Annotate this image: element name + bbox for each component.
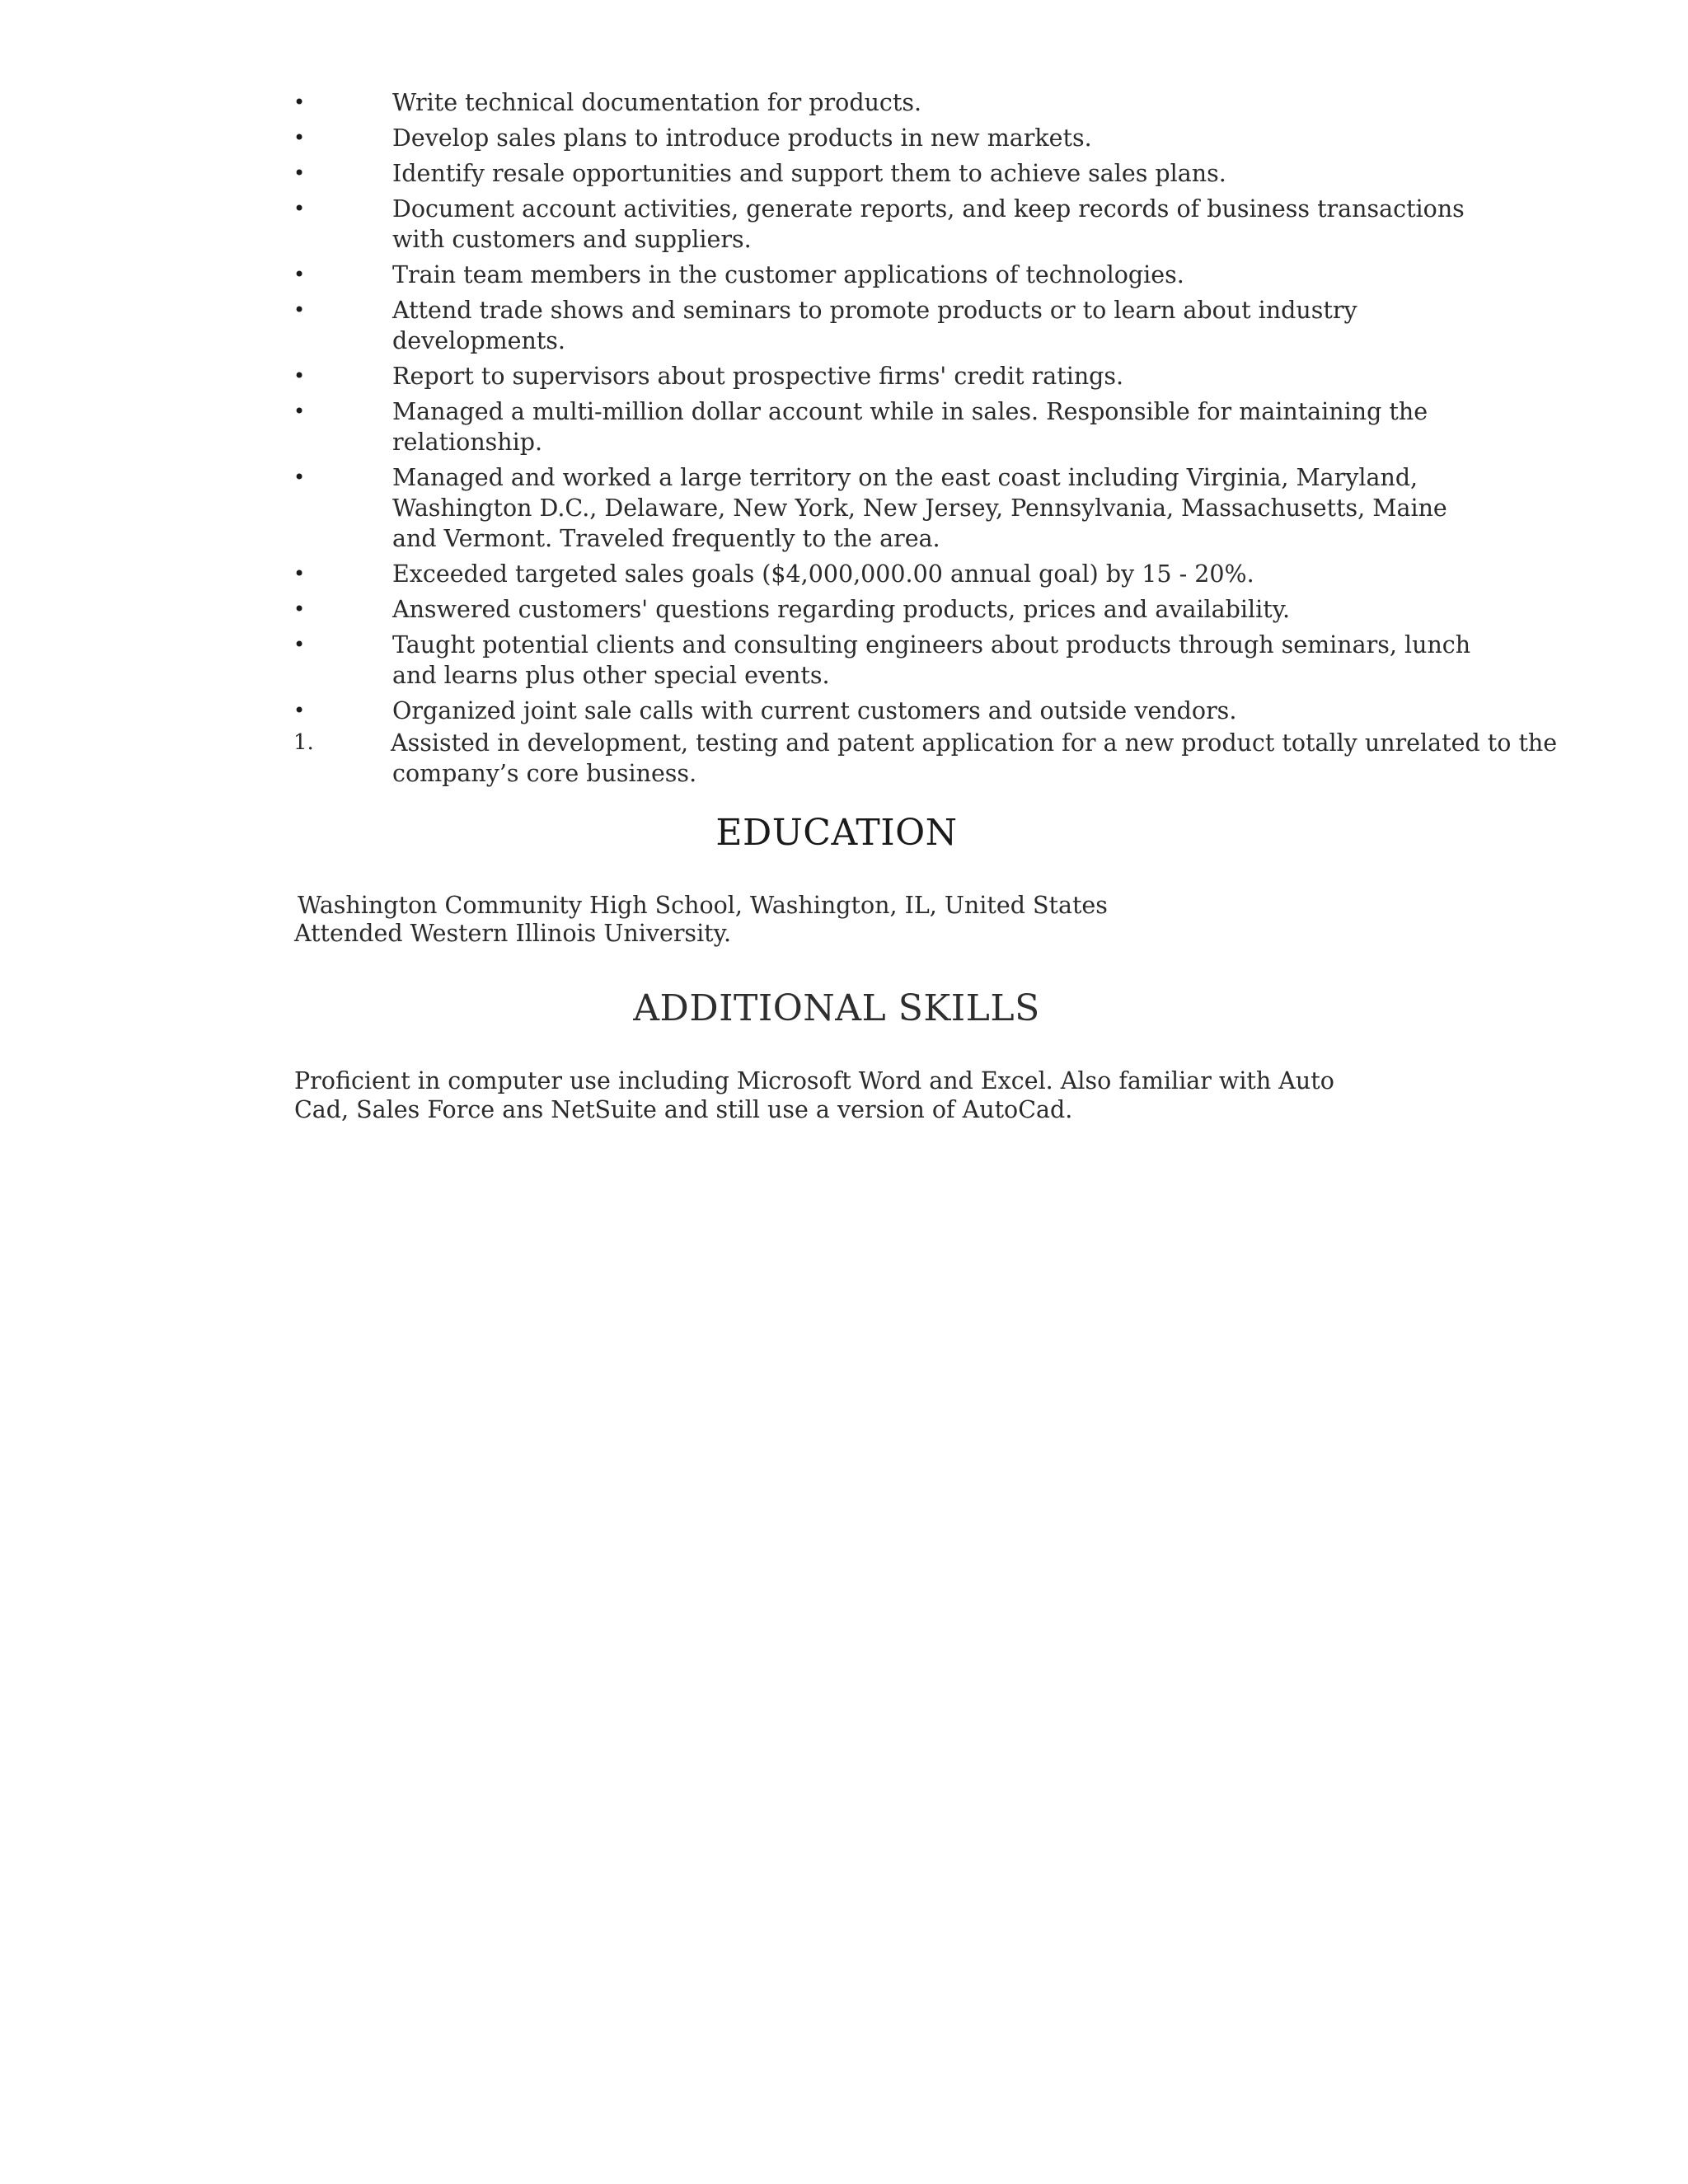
list-item (293, 158, 1497, 189)
bullet-marker: • (293, 298, 306, 321)
bullet-marker: • (293, 699, 306, 722)
bullet-marker: • (293, 400, 306, 423)
numbered-list-item (293, 728, 1561, 789)
number-marker: 1. (293, 730, 314, 755)
bullet-marker: • (293, 466, 306, 489)
list-item-text: Identify resale opportunities and support them to achieve sales plans. (392, 160, 1226, 187)
list-item (293, 396, 1497, 457)
list-item-text: Managed and worked a large territory on the east coast including Virginia, Maryland, Washington D.C., Delaware, New York, New Jersey, Pennsylvania, Massachusetts, Maine and Vermont. Traveled frequently to the area. (392, 464, 1447, 552)
school-entry: Washington Community High School, Washington, IL, United States (298, 892, 1108, 919)
list-item (293, 194, 1497, 255)
list-item (293, 123, 1497, 153)
list-item (293, 295, 1497, 356)
list-item-text: Attend trade shows and seminars to promote products or to learn about industry developments. (392, 297, 1357, 354)
list-item (293, 87, 1497, 118)
bullet-marker: • (293, 364, 306, 387)
duties-list (293, 87, 1558, 794)
list-item (293, 559, 1497, 589)
list-item-text: Report to supervisors about prospective firms' credit ratings. (392, 363, 1124, 390)
list-item-text: Organized joint sale calls with current customers and outside vendors. (392, 697, 1237, 724)
list-item (293, 630, 1497, 691)
bullet-marker: • (293, 126, 306, 149)
bullet-marker: • (293, 562, 306, 585)
bullet-marker: • (293, 162, 306, 185)
list-item-text: Answered customers' questions regarding products, prices and availability. (392, 596, 1291, 623)
bullet-marker: • (293, 598, 306, 621)
bullet-marker: • (293, 197, 306, 220)
additional-skills-heading: ADDITIONAL SKILLS (633, 987, 1040, 1029)
list-item-text: Exceeded targeted sales goals ($4,000,000.00 annual goal) by 15 - 20%. (392, 560, 1254, 588)
list-item (293, 361, 1497, 391)
education-heading: EDUCATION (715, 812, 958, 854)
list-item-text: Taught potential clients and consulting engineers about products through seminars, lunch and learns plus other special events. (392, 631, 1471, 689)
list-item-text: Document account activities, generate reports, and keep records of business transactions with customers and suppliers. (392, 195, 1465, 253)
list-item-text-line1: Assisted in development, testing and patent application for a new product totally unrelated to the (391, 729, 1558, 757)
list-item (293, 594, 1497, 625)
list-item (293, 696, 1497, 726)
bullet-marker: • (293, 91, 306, 114)
bullet-marker: • (293, 263, 306, 286)
list-item (293, 462, 1497, 554)
list-item (293, 260, 1497, 290)
list-item-text-line2: company’s core business. (392, 760, 697, 787)
university-entry: Attended Western Illinois University. (294, 920, 732, 947)
education-section (294, 892, 1108, 948)
list-item-text: Write technical documentation for products. (392, 89, 922, 116)
list-item-text: Develop sales plans to introduce products in new markets. (392, 124, 1092, 152)
list-item-text: Managed a multi-million dollar account while in sales. Responsible for maintaining the relationship. (392, 398, 1428, 456)
list-item-text: Train team members in the customer applications of technologies. (392, 261, 1184, 288)
additional-skills-text: Proficient in computer use including Microsoft Word and Excel. Also familiar with Auto Cad, Sales Force ans NetSuite and still use a version of AutoCad. (294, 1067, 1334, 1123)
bullet-marker: • (293, 633, 306, 656)
